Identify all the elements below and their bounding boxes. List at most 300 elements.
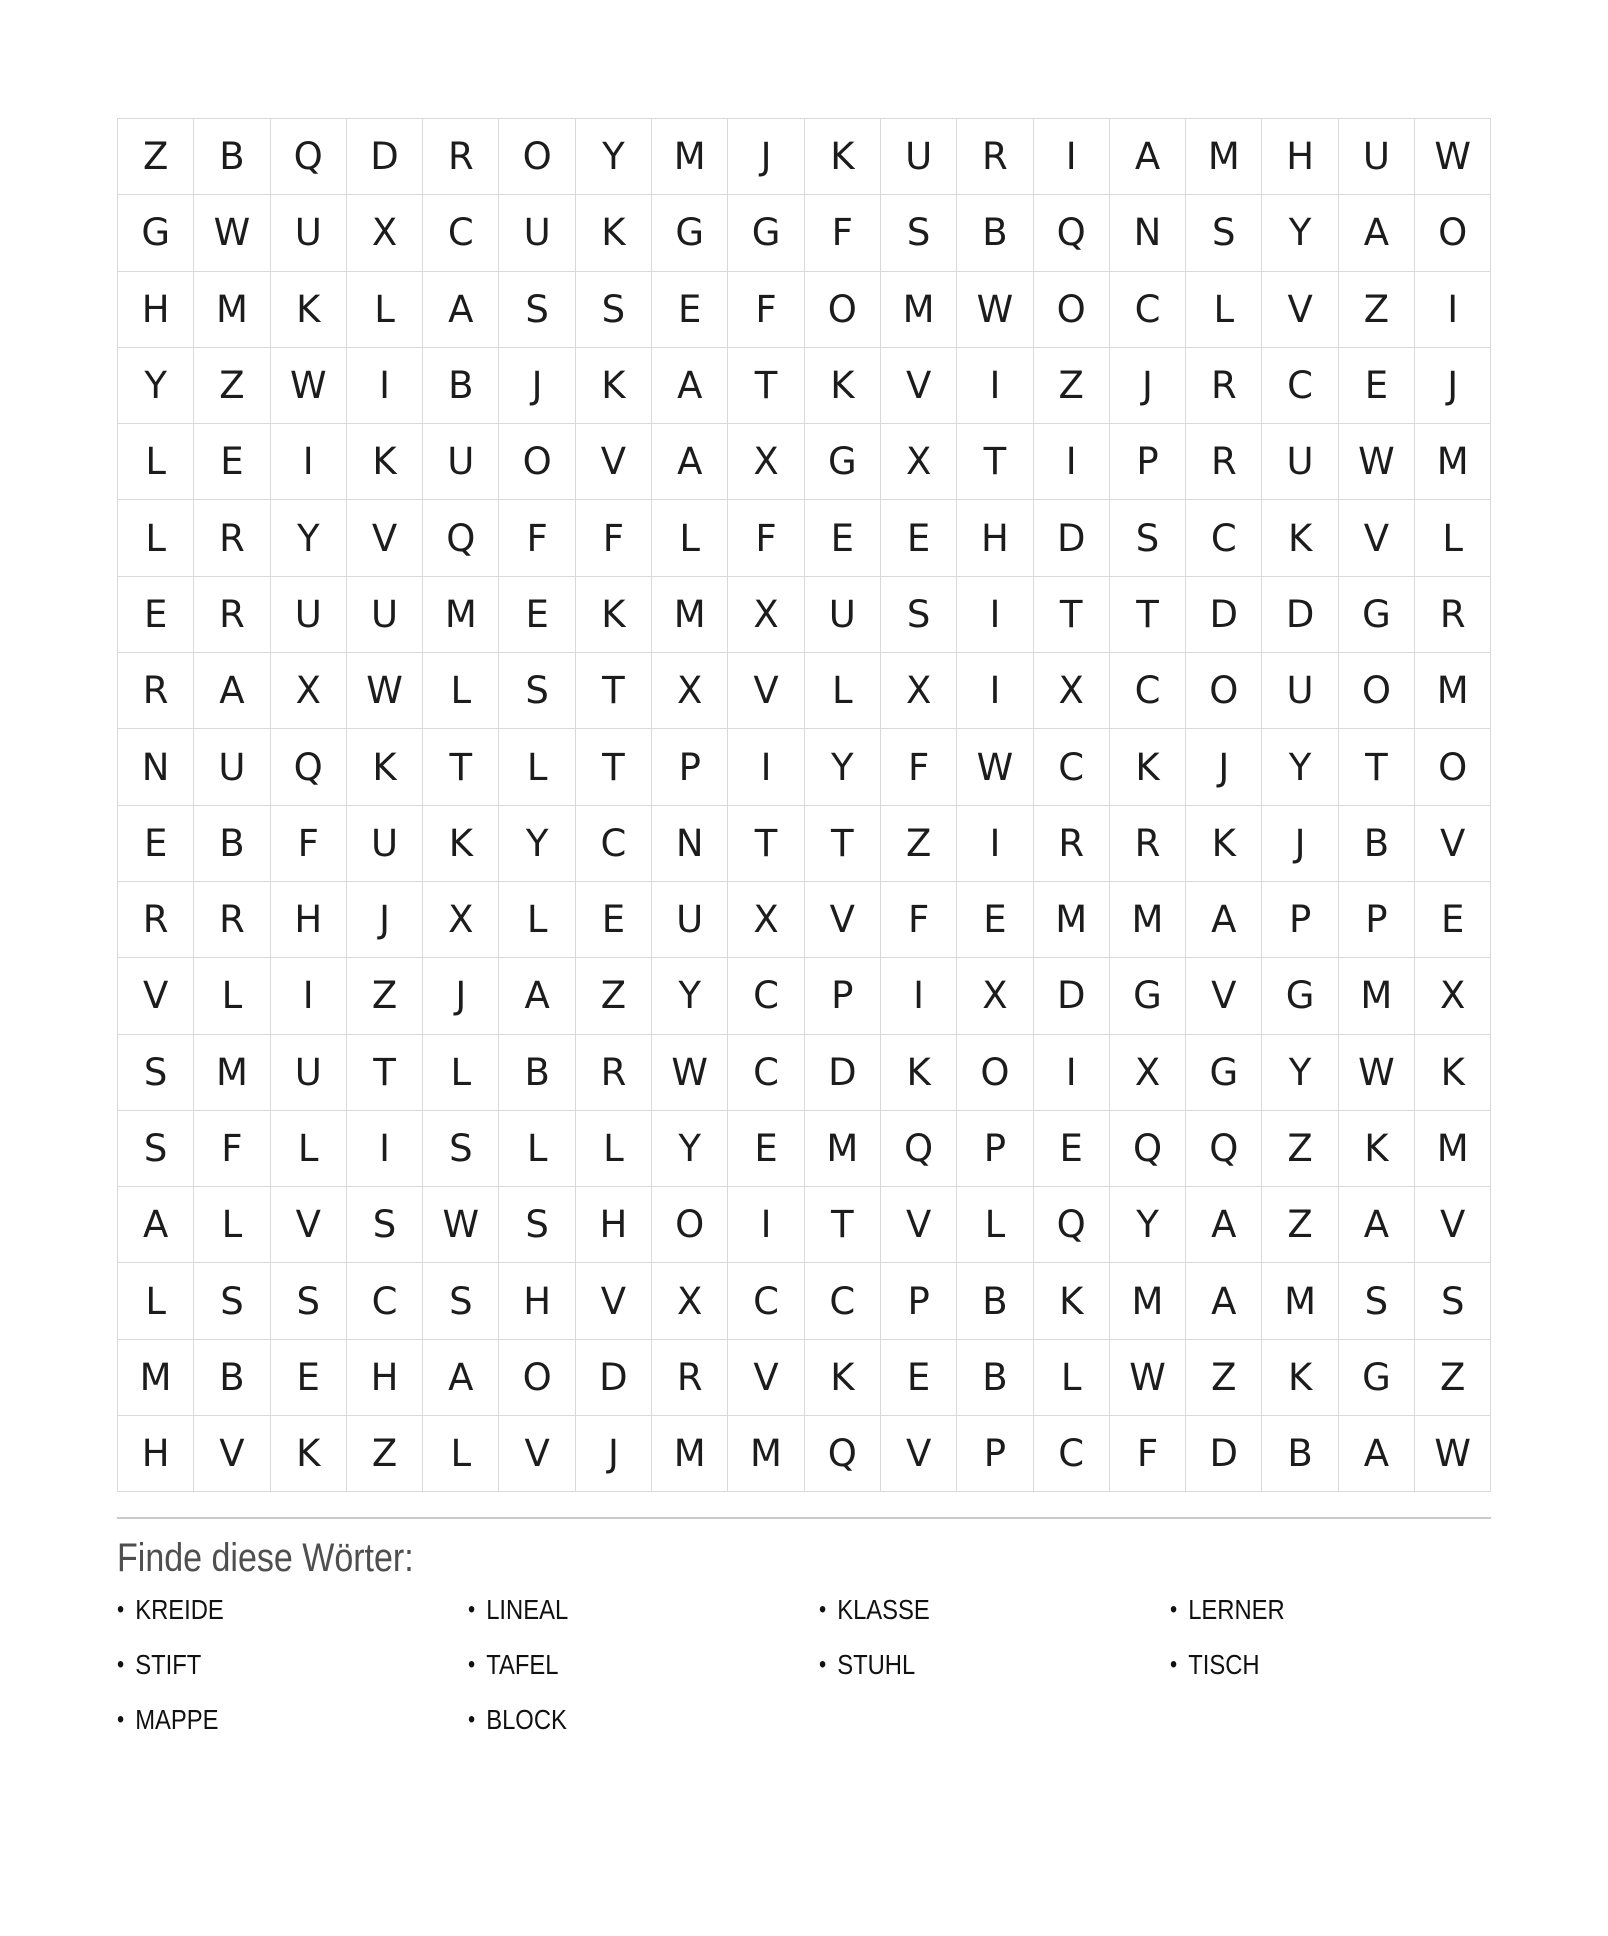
grid-cell [118, 348, 194, 424]
grid-cell [499, 1111, 575, 1187]
grid-letter: I [989, 821, 1001, 865]
grid-cell [118, 958, 194, 1034]
grid-letter: O [675, 1203, 705, 1247]
grid-cell [881, 500, 957, 576]
grid-cell [347, 500, 423, 576]
grid-letter: A [1211, 898, 1237, 942]
grid-cell [499, 806, 575, 882]
grid-cell [1186, 1187, 1262, 1263]
grid-letter: V [905, 1432, 932, 1476]
grid-letter: U [828, 592, 856, 636]
grid-letter: P [1288, 898, 1312, 942]
grid-cell [1262, 1263, 1338, 1339]
grid-cell [881, 729, 957, 805]
grid-letter: A [142, 1203, 169, 1247]
grid-cell [805, 348, 881, 424]
grid-cell [576, 1035, 652, 1111]
grid-cell [1034, 1340, 1110, 1416]
grid-cell [1034, 1035, 1110, 1111]
grid-cell [499, 119, 575, 195]
grid-cell [1186, 195, 1262, 271]
grid-cell [1415, 882, 1491, 958]
grid-letter: L [145, 516, 166, 560]
grid-cell [347, 424, 423, 500]
grid-letter: F [907, 745, 930, 789]
grid-letter: Z [219, 364, 245, 408]
grid-letter: E [906, 516, 931, 560]
grid-letter: J [607, 1432, 619, 1476]
grid-cell [728, 272, 804, 348]
grid-letter: W [1434, 135, 1471, 179]
grid-cell [957, 500, 1033, 576]
grid-letter: H [294, 898, 323, 942]
grid-cell [271, 424, 347, 500]
divider-line [117, 1517, 1491, 1519]
grid-cell [1262, 577, 1338, 653]
grid-cell [1110, 272, 1186, 348]
grid-cell [957, 1187, 1033, 1263]
bullet-icon: • [819, 1595, 827, 1623]
grid-letter: K [601, 592, 626, 636]
grid-letter: O [1438, 745, 1468, 789]
grid-letter: F [221, 1127, 243, 1170]
grid-cell [423, 653, 499, 729]
grid-cell [194, 1416, 270, 1492]
grid-letter: I [760, 1203, 772, 1247]
grid-cell [118, 653, 194, 729]
grid-cell [576, 1111, 652, 1187]
grid-cell [1339, 119, 1415, 195]
grid-cell [728, 195, 804, 271]
grid-letter: V [1440, 821, 1466, 865]
grid-letter: S [525, 287, 549, 331]
grid-cell [728, 1340, 804, 1416]
grid-cell [118, 1416, 194, 1492]
grid-letter: T [602, 669, 625, 713]
grid-letter: W [1358, 1050, 1395, 1094]
grid-letter: T [983, 440, 1007, 484]
grid-letter: V [295, 1203, 321, 1247]
grid-letter: V [600, 1279, 627, 1323]
grid-letter: C [753, 1050, 779, 1094]
grid-cell [1110, 806, 1186, 882]
bullet-icon: • [819, 1650, 827, 1678]
grid-cell [576, 1187, 652, 1263]
grid-cell [1415, 348, 1491, 424]
grid-letter: M [139, 1355, 172, 1399]
grid-letter: P [1365, 898, 1388, 942]
grid-letter: X [295, 669, 321, 713]
grid-cell [957, 577, 1033, 653]
grid-cell [1186, 577, 1262, 653]
grid-cell [423, 424, 499, 500]
grid-letter: Y [1136, 1203, 1159, 1247]
grid-cell [881, 577, 957, 653]
grid-letter: C [753, 1279, 779, 1323]
grid-cell [1034, 348, 1110, 424]
grid-cell [1339, 729, 1415, 805]
grid-cell [118, 119, 194, 195]
grid-cell [728, 1263, 804, 1339]
grid-cell [1415, 1035, 1491, 1111]
grid-letter: K [601, 211, 626, 255]
grid-cell [1339, 882, 1415, 958]
grid-cell [728, 1035, 804, 1111]
grid-cell [728, 882, 804, 958]
word-label: TAFEL [486, 1648, 559, 1680]
grid-cell [576, 348, 652, 424]
grid-cell [1186, 348, 1262, 424]
grid-letter: G [1285, 974, 1315, 1018]
grid-letter: C [829, 1279, 856, 1323]
grid-cell [881, 348, 957, 424]
grid-cell [728, 348, 804, 424]
grid-letter: A [1363, 1203, 1390, 1247]
grid-letter: O [522, 1355, 552, 1399]
grid-cell [118, 424, 194, 500]
grid-cell [1110, 500, 1186, 576]
grid-cell [728, 577, 804, 653]
grid-cell [347, 882, 423, 958]
grid-letter: T [754, 364, 778, 408]
grid-letter: Q [1056, 211, 1086, 255]
grid-cell [652, 729, 728, 805]
grid-cell [652, 1035, 728, 1111]
grid-letter: E [906, 1355, 931, 1399]
grid-cell [652, 653, 728, 729]
grid-cell [728, 500, 804, 576]
grid-cell [347, 577, 423, 653]
grid-cell [347, 653, 423, 729]
grid-cell [957, 119, 1033, 195]
grid-cell [1339, 424, 1415, 500]
bullet-icon: • [1170, 1650, 1178, 1678]
grid-cell [576, 653, 652, 729]
grid-cell [1339, 1035, 1415, 1111]
grid-cell [423, 500, 499, 576]
grid-letter: X [982, 974, 1008, 1018]
grid-letter: M [1131, 1279, 1164, 1323]
grid-letter: R [982, 135, 1008, 179]
grid-letter: U [370, 592, 399, 636]
grid-cell [423, 729, 499, 805]
grid-letter: D [1285, 592, 1315, 636]
grid-letter: U [905, 135, 933, 179]
grid-letter: L [1442, 516, 1463, 560]
grid-cell [499, 882, 575, 958]
grid-letter: A [219, 669, 245, 713]
grid-letter: X [677, 669, 703, 713]
grid-letter: I [989, 364, 1001, 408]
grid-cell [1034, 500, 1110, 576]
grid-letter: L [1060, 1355, 1082, 1399]
word-list-item [117, 1637, 415, 1692]
grid-letter: X [905, 669, 932, 713]
grid-cell [728, 653, 804, 729]
grid-letter: E [143, 592, 168, 636]
grid-letter: B [219, 821, 245, 865]
grid-letter: T [449, 745, 473, 789]
grid-cell [805, 577, 881, 653]
grid-letter: E [754, 1127, 778, 1170]
grid-letter: L [526, 745, 548, 789]
grid-letter: K [1364, 1127, 1389, 1170]
grid-letter: E [1364, 364, 1389, 408]
bullet-icon: • [117, 1650, 125, 1678]
grid-letter: C [371, 1279, 398, 1323]
grid-cell [271, 653, 347, 729]
grid-letter: B [1287, 1432, 1313, 1476]
grid-cell [1415, 806, 1491, 882]
grid-letter: Z [1363, 287, 1390, 331]
grid-letter: U [294, 1050, 322, 1094]
grid-cell [1186, 424, 1262, 500]
grid-cell [1034, 1187, 1110, 1263]
grid-cell [1186, 1340, 1262, 1416]
grid-letter: R [1210, 440, 1237, 484]
grid-cell [423, 882, 499, 958]
grid-letter: J [1447, 364, 1459, 408]
grid-letter: L [221, 974, 243, 1018]
word-label: BLOCK [486, 1703, 567, 1735]
grid-cell [423, 1111, 499, 1187]
grid-cell [1110, 1416, 1186, 1492]
grid-letter: J [455, 974, 467, 1018]
grid-letter: T [1136, 592, 1159, 636]
grid-letter: I [1065, 440, 1077, 484]
grid-letter: D [599, 1355, 628, 1399]
grid-letter: T [831, 1203, 854, 1247]
grid-cell [1415, 119, 1491, 195]
grid-letter: D [828, 1050, 857, 1094]
word-list-item [1170, 1582, 1468, 1637]
grid-cell [499, 424, 575, 500]
grid-cell [423, 577, 499, 653]
grid-cell [957, 424, 1033, 500]
grid-letter: C [1134, 669, 1161, 713]
grid-letter: C [1058, 1432, 1085, 1476]
grid-cell [271, 1263, 347, 1339]
grid-letter: B [219, 135, 245, 179]
grid-cell [118, 195, 194, 271]
grid-cell [1262, 272, 1338, 348]
grid-letter: I [379, 364, 390, 408]
grid-letter: K [1287, 1355, 1313, 1399]
grid-cell [881, 806, 957, 882]
grid-letter: D [1209, 592, 1239, 636]
grid-letter: V [829, 898, 855, 942]
grid-letter: K [830, 135, 855, 179]
grid-letter: R [1134, 821, 1161, 865]
grid-cell [347, 348, 423, 424]
grid-letter: R [1439, 592, 1466, 636]
grid-cell [1186, 882, 1262, 958]
grid-letter: L [145, 1279, 166, 1323]
grid-cell [1186, 1416, 1262, 1492]
grid-cell [1110, 653, 1186, 729]
grid-cell [805, 806, 881, 882]
grid-letter: B [982, 1279, 1008, 1323]
grid-cell [194, 729, 270, 805]
bullet-icon: • [117, 1595, 125, 1623]
grid-letter: V [524, 1432, 550, 1476]
grid-letter: X [1440, 974, 1466, 1018]
grid-letter: I [760, 745, 772, 789]
grid-cell [652, 806, 728, 882]
grid-letter: F [831, 211, 853, 255]
grid-cell [957, 653, 1033, 729]
grid-cell [1110, 1111, 1186, 1187]
grid-cell [576, 1263, 652, 1339]
grid-letter: H [523, 1279, 552, 1323]
grid-cell [1262, 500, 1338, 576]
grid-letter: E [601, 898, 626, 942]
grid-letter: R [1058, 821, 1085, 865]
grid-letter: Q [904, 1127, 934, 1170]
word-list-item [1170, 1637, 1468, 1692]
word-label: TISCH [1188, 1648, 1260, 1680]
grid-letter: L [526, 898, 548, 942]
word-list-item [117, 1692, 415, 1747]
grid-letter: E [1441, 898, 1465, 942]
grid-letter: M [215, 287, 248, 331]
grid-letter: A [448, 1355, 474, 1399]
grid-letter: A [448, 287, 474, 331]
grid-cell [118, 882, 194, 958]
grid-letter: X [448, 898, 474, 942]
grid-cell [805, 424, 881, 500]
grid-cell [194, 1111, 270, 1187]
grid-cell [1339, 1340, 1415, 1416]
grid-cell [271, 348, 347, 424]
grid-cell [423, 1187, 499, 1263]
grid-letter: A [1363, 1432, 1390, 1476]
grid-letter: M [1436, 669, 1469, 713]
grid-letter: S [143, 1127, 168, 1170]
grid-letter: Z [1058, 364, 1084, 408]
grid-letter: W [976, 745, 1014, 789]
grid-cell [881, 653, 957, 729]
grid-letter: O [1438, 211, 1468, 255]
grid-cell [1262, 1035, 1338, 1111]
grid-letter: R [447, 135, 474, 179]
grid-letter: S [1212, 211, 1236, 255]
grid-cell [881, 882, 957, 958]
word-list-item [468, 1637, 766, 1692]
grid-cell [576, 500, 652, 576]
grid-cell [499, 1263, 575, 1339]
grid-letter: H [981, 516, 1009, 560]
grid-cell [194, 577, 270, 653]
grid-cell [1339, 577, 1415, 653]
grid-cell [805, 500, 881, 576]
grid-cell [1262, 653, 1338, 729]
grid-cell [499, 1035, 575, 1111]
grid-letter: Z [600, 974, 627, 1018]
grid-letter: K [830, 364, 855, 408]
grid-letter: C [600, 821, 627, 865]
grid-letter: W [213, 211, 251, 255]
grid-letter: S [449, 1279, 473, 1323]
grid-cell [1262, 806, 1338, 882]
grid-cell [881, 1340, 957, 1416]
grid-cell [957, 958, 1033, 1034]
grid-letter: M [1055, 898, 1088, 942]
grid-cell [576, 119, 652, 195]
grid-cell [652, 500, 728, 576]
grid-letter: L [603, 1127, 624, 1170]
grid-cell [1339, 1187, 1415, 1263]
grid-letter: D [1056, 516, 1086, 560]
grid-letter: G [827, 440, 857, 484]
grid-letter: O [522, 440, 552, 484]
grid-cell [347, 1187, 423, 1263]
grid-letter: K [448, 821, 473, 865]
grid-letter: S [220, 1279, 244, 1323]
grid-letter: R [219, 592, 245, 636]
grid-letter: R [676, 1355, 703, 1399]
grid-cell [118, 272, 194, 348]
grid-cell [1186, 119, 1262, 195]
word-list-column [819, 1582, 1170, 1692]
grid-letter: I [302, 974, 314, 1018]
grid-letter: M [826, 1127, 859, 1170]
grid-cell [1034, 729, 1110, 805]
grid-letter: G [1362, 592, 1391, 636]
grid-letter: Y [831, 745, 854, 789]
grid-letter: G [141, 211, 170, 255]
grid-letter: F [602, 516, 625, 560]
grid-cell [1415, 272, 1491, 348]
grid-letter: G [751, 211, 781, 255]
bullet-icon: • [1170, 1595, 1178, 1623]
grid-letter: N [141, 745, 170, 789]
grid-cell [118, 1035, 194, 1111]
grid-cell [271, 577, 347, 653]
grid-cell [271, 958, 347, 1034]
grid-letter: V [753, 1355, 779, 1399]
grid-letter: G [1133, 974, 1162, 1018]
grid-letter: C [753, 974, 779, 1018]
grid-letter: A [1363, 211, 1390, 255]
grid-letter: A [524, 974, 550, 1018]
grid-cell [1110, 1035, 1186, 1111]
grid-letter: G [1209, 1050, 1239, 1094]
grid-letter: H [141, 287, 170, 331]
grid-letter: Y [1288, 211, 1312, 255]
grid-cell [1262, 119, 1338, 195]
word-label: LINEAL [486, 1593, 569, 1625]
grid-cell [1415, 1416, 1491, 1492]
grid-letter: J [1142, 364, 1153, 408]
grid-cell [881, 119, 957, 195]
grid-cell [1262, 1340, 1338, 1416]
grid-cell [576, 195, 652, 271]
grid-letter: L [374, 287, 395, 331]
grid-cell [423, 1263, 499, 1339]
grid-cell [957, 729, 1033, 805]
grid-cell [728, 729, 804, 805]
grid-letter: F [1136, 1432, 1159, 1476]
grid-letter: O [827, 287, 857, 331]
grid-letter: I [1065, 135, 1077, 179]
grid-cell [652, 958, 728, 1034]
grid-cell [1110, 1340, 1186, 1416]
grid-letter: P [831, 974, 854, 1018]
grid-cell [1186, 958, 1262, 1034]
grid-letter: L [526, 1127, 548, 1170]
grid-cell [423, 195, 499, 271]
